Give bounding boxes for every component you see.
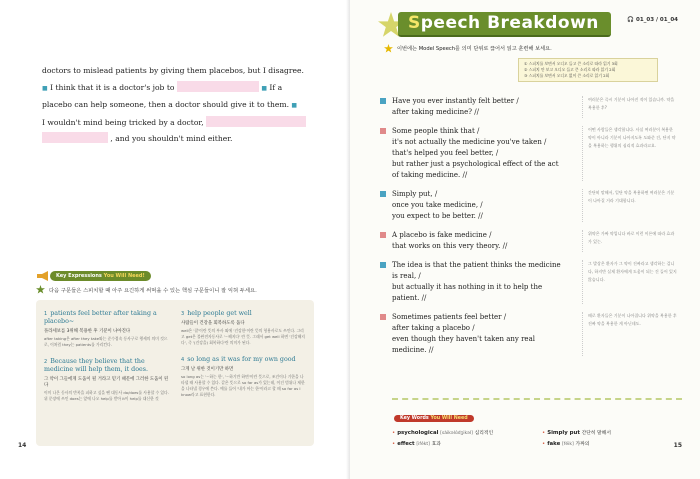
kx-column-right xyxy=(181,310,306,408)
megaphone-icon xyxy=(36,270,50,282)
key-word-item: • effect [ifékt] 효과 xyxy=(392,441,441,447)
kx-item: 1 patients feel better after taking a placebo~ 플라세보를 3위해 복용한 후 기분이 나아진다 after taking은 after they take와는 준수접속 동사구로 행세의 의미 것으로, 이처럼 they는 patients를 가리킨다. xyxy=(44,310,168,347)
row-marker-icon xyxy=(380,314,386,320)
fill-blank-1[interactable] xyxy=(177,81,259,92)
right-page xyxy=(350,0,700,479)
line-5: , and you shouldn't mind either. xyxy=(42,131,322,148)
line-2: ■ I think that it is a doctor's job to ■ If a xyxy=(42,82,283,92)
fill-blank-3[interactable] xyxy=(42,132,108,143)
row-marker-icon xyxy=(380,191,386,197)
headphones-icon: 🎧 xyxy=(627,17,635,23)
marker-icon: ■ xyxy=(291,102,298,109)
breakdown-row: Sometimes patients feel better / after taking a placebo / even though they haven't taken any real medicine. // 때로 환자들은 기분이 나아집니다 위약을 복용한 후 진짜 약을 복용한 게 아닌데도. xyxy=(392,312,682,356)
row-marker-icon xyxy=(380,262,386,268)
key-word-item: • Simply put 간단히 말해서 xyxy=(542,430,611,436)
key-word-item: • psychological [sàikəlɑ́dʒikəl] 심리적인 xyxy=(392,430,494,436)
breakdown-row: Have you ever instantly felt better / after taking medicine? // 여러분은 즉시 기분이 나아진 적이 있습니까. 약을 복용한 후? xyxy=(392,96,682,118)
breakdown-row: Some people think that / it's not actually the medicine you've taken / that's helped you feel better, / but rather just a psychological effect of the act of taking medicine. // 어떤 사람들은 생각합니다. 사실 여러분이 복용한 약이 아니라 기분이 나아지도록 도와준 건, 단지 약을 복용하는 행위의 심리적 효과라고요. xyxy=(392,126,682,181)
breakdown-row: Simply put, / once you take medicine, / you expect to be better. // 간단히 말해서, 일단 약을 복용하면 여러분은 기분이 나아질 거라 기대합니다. xyxy=(392,189,682,222)
kx-item: 2 Because they believe that the medicine will help them, it does. 그 약이 그들에게 도움이 될 거라고 믿기 때문에 그러한 도움이 된다 이미 나온 동사의 반복을 피하고 싶을 땐 대동사 do/does를 사용할 수 있다. 위 문장에 쓰인 does는 앞에 나오 help를 받아 it이 help를 대신한 것 xyxy=(44,358,169,401)
breakdown-list xyxy=(392,96,682,364)
fill-blank-2[interactable] xyxy=(206,116,306,127)
speech-breakdown-title: Speech Breakdown xyxy=(398,12,611,37)
kx-item: 3 help people get well 사람들이 건강을 회복하도록 돕다 well은 '잘'이란 뜻의 부사 외에 '건강한'이란 뜻의 형용사로도 쓰인다. 그리고 get은 불완전자동사로 '~해지다' 란 뜻. 그래서 get well 하면 '건강해지다', 즉 '(건강을) 회복하다'란 의미가 된다. xyxy=(181,310,305,345)
star-icon xyxy=(384,44,393,53)
audio-track[interactable]: 🎧 01_03 / 01_04 xyxy=(627,17,678,23)
marker-icon: ■ xyxy=(42,84,48,92)
section-title xyxy=(384,12,597,37)
key-expressions-instruction: 다음 구문들은 스피치할 때 아주 요긴하게 써먹을 수 있는 핵심 구문들이니 잘 익혀 두세요. xyxy=(36,285,257,294)
marker-icon: ■ xyxy=(261,84,267,92)
line-4: I wouldn't mind being tricked by a doctor, xyxy=(42,115,322,132)
kx-column-left xyxy=(44,310,169,412)
breakdown-row: The idea is that the patient thinks the medicine is real, / but actually it has nothing in it to help the patient. // 그 발상은 환자가 그 약이 진짜라고 생각하는 겁니다, 하지만 실제 환자에게 도움이 되는 건 들어 있지 않습니다. xyxy=(392,260,682,304)
practice-steps: ① 스피치를 보면서 오디오 들고 큰 소리로 따라 읽기 3회 ② 스피치 안 보고 오디오 들고 큰 소리로 따라 읽기 2회 ③ 스피치를 보면서 오디오 없이 큰 소리로 읽기 2회 xyxy=(518,58,658,82)
breakdown-instruction: 이번에는 Model Speech를 의미 단위로 끊어서 읽고 훈련해 보세요. xyxy=(384,44,552,53)
key-expressions-box xyxy=(36,300,314,446)
speech-paragraph xyxy=(42,63,322,148)
line-1: doctors to mislead patients by giving them placebos, but I disagree. xyxy=(42,66,304,75)
key-expressions-header xyxy=(36,270,151,282)
page-number-left: 14 xyxy=(18,442,27,449)
star-icon xyxy=(36,285,45,294)
divider xyxy=(392,398,682,400)
kx-item: 4 so long as it was for my own good 그게 날 위한 것이기만 하면 so long as는 '~하는 한', '~하기만 하면'이란 뜻으로, 조건이나 기한을 나타낼 때 사용할 수 있다. 같은 뜻으로 so far as가 있는데, 이건 범위나 제한을 나타낼 경우에 쓴다. 예를 들어 '내가 아는 한'이라고 할 때 so far as I know라고 표현한다. xyxy=(181,356,305,397)
row-marker-icon xyxy=(380,232,386,238)
page-number-right: 15 xyxy=(673,442,682,449)
breakdown-row: A placebo is fake medicine / that works on this very theory. // 위약은 가짜 약입니다 바로 이런 이론에 따라 효과가 있는. xyxy=(392,230,682,252)
key-words-grid xyxy=(392,429,682,447)
key-expressions-tag: Key Expressions You Will Need! xyxy=(50,271,151,281)
row-marker-icon xyxy=(380,128,386,134)
key-word-item: • fake [féik] 가짜의 xyxy=(542,441,590,447)
key-words-tag: Key Words You Will Need xyxy=(394,415,474,422)
line-3: placebo can help someone, then a doctor should give it to them. ■ xyxy=(42,100,298,109)
row-marker-icon xyxy=(380,98,386,104)
key-words-section xyxy=(392,398,682,447)
